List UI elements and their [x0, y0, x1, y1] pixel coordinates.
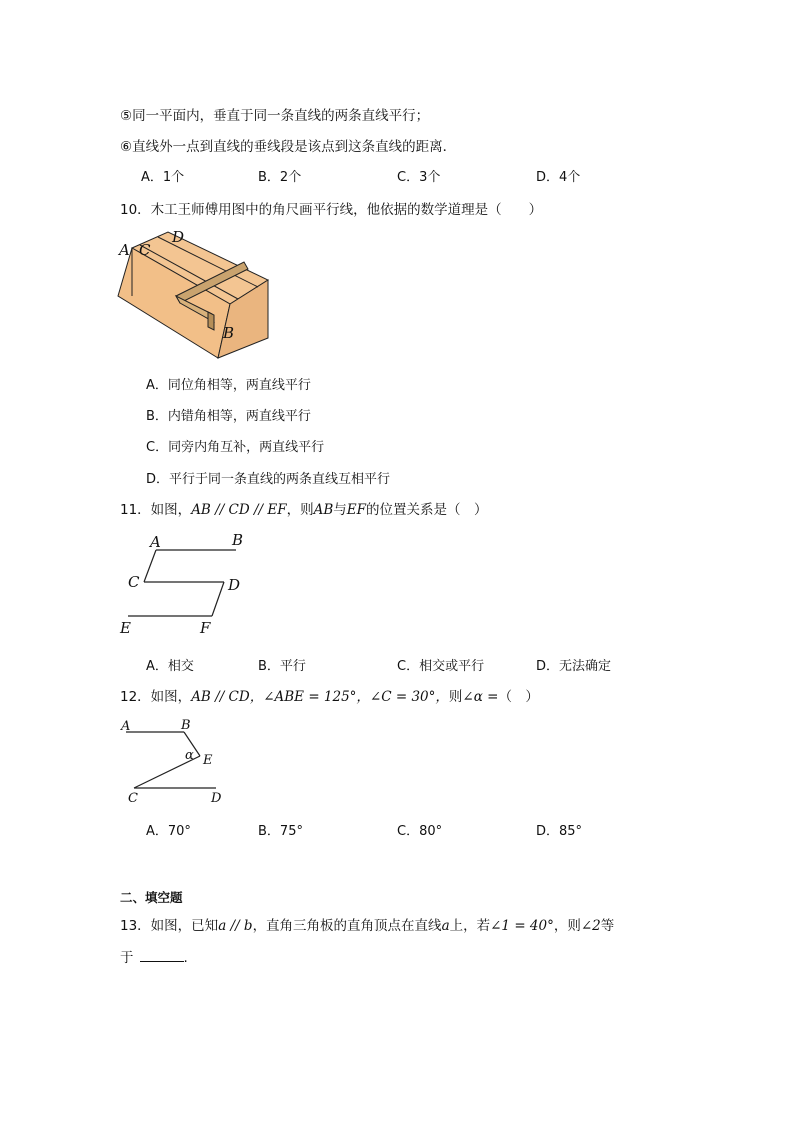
- q11-option-d: D．无法确定: [536, 659, 612, 674]
- q12-option-d: D．85°: [536, 824, 583, 839]
- label-a: A: [150, 533, 161, 551]
- q11-option-a: A．相交: [146, 659, 194, 674]
- label-alpha: α: [185, 748, 194, 763]
- q9-option-c: C．3个: [397, 170, 441, 185]
- q12-option-c: C．80°: [397, 824, 443, 839]
- q10-option-c: C．同旁内角互补，两直线平行: [146, 440, 325, 455]
- section-fill-in-title: 二、填空题: [120, 890, 183, 905]
- q9-option-d: D．4个: [536, 170, 581, 185]
- label-c: C: [128, 573, 140, 591]
- label-b: B: [232, 531, 244, 549]
- q12-stem: 12．如图，AB // CD，∠ABE = 125°，∠C = 30°，则∠α =（ ）: [120, 689, 539, 705]
- label-d: D: [228, 576, 241, 594]
- q11-option-c: C．相交或平行: [397, 659, 485, 674]
- q10-stem: 10．木工王师傅用图中的角尺画平行线，他依据的数学道理是（ ）: [120, 202, 543, 218]
- q12-option-b: B．75°: [258, 824, 303, 839]
- q10-option-b: B．内错角相等，两直线平行: [146, 409, 311, 424]
- label-a: A: [119, 241, 130, 259]
- label-c: C: [128, 791, 138, 806]
- q13-stem-line1: 13．如图，已知a // b，直角三角板的直角顶点在直线a上，若∠1 = 40°，则∠2等: [120, 918, 615, 934]
- label-b: B: [181, 718, 191, 733]
- label-d: D: [172, 228, 185, 246]
- statement-6: ⑥直线外一点到直线的垂线段是该点到这条直线的距离．: [120, 139, 457, 155]
- q10-option-d: D．平行于同一条直线的两条直线互相平行: [146, 472, 391, 487]
- q10-figure-carpenter-square: [118, 226, 288, 366]
- answer-blank[interactable]: [140, 949, 184, 962]
- label-a: A: [121, 719, 131, 734]
- q12-option-a: A．70°: [146, 824, 191, 839]
- label-f: F: [200, 619, 211, 637]
- q11-figure: [118, 530, 258, 640]
- q11-option-b: B．平行: [258, 659, 306, 674]
- q9-option-a: A．1个: [141, 170, 185, 185]
- q11-stem: 11．如图，AB // CD // EF，则AB与EF的位置关系是（ ）: [120, 502, 488, 518]
- label-c: C: [139, 241, 151, 259]
- label-e: E: [120, 619, 131, 637]
- q9-option-b: B．2个: [258, 170, 302, 185]
- label-e: E: [203, 753, 213, 768]
- statement-5: ⑤同一平面内，垂直于同一条直线的两条直线平行；: [120, 108, 430, 124]
- q13-stem-line2: 于 .: [120, 950, 188, 966]
- q12-figure: [118, 714, 238, 806]
- label-b: B: [223, 324, 235, 342]
- label-d: D: [211, 791, 222, 806]
- q10-option-a: A．同位角相等，两直线平行: [146, 378, 311, 393]
- ruler-tip: [208, 312, 214, 330]
